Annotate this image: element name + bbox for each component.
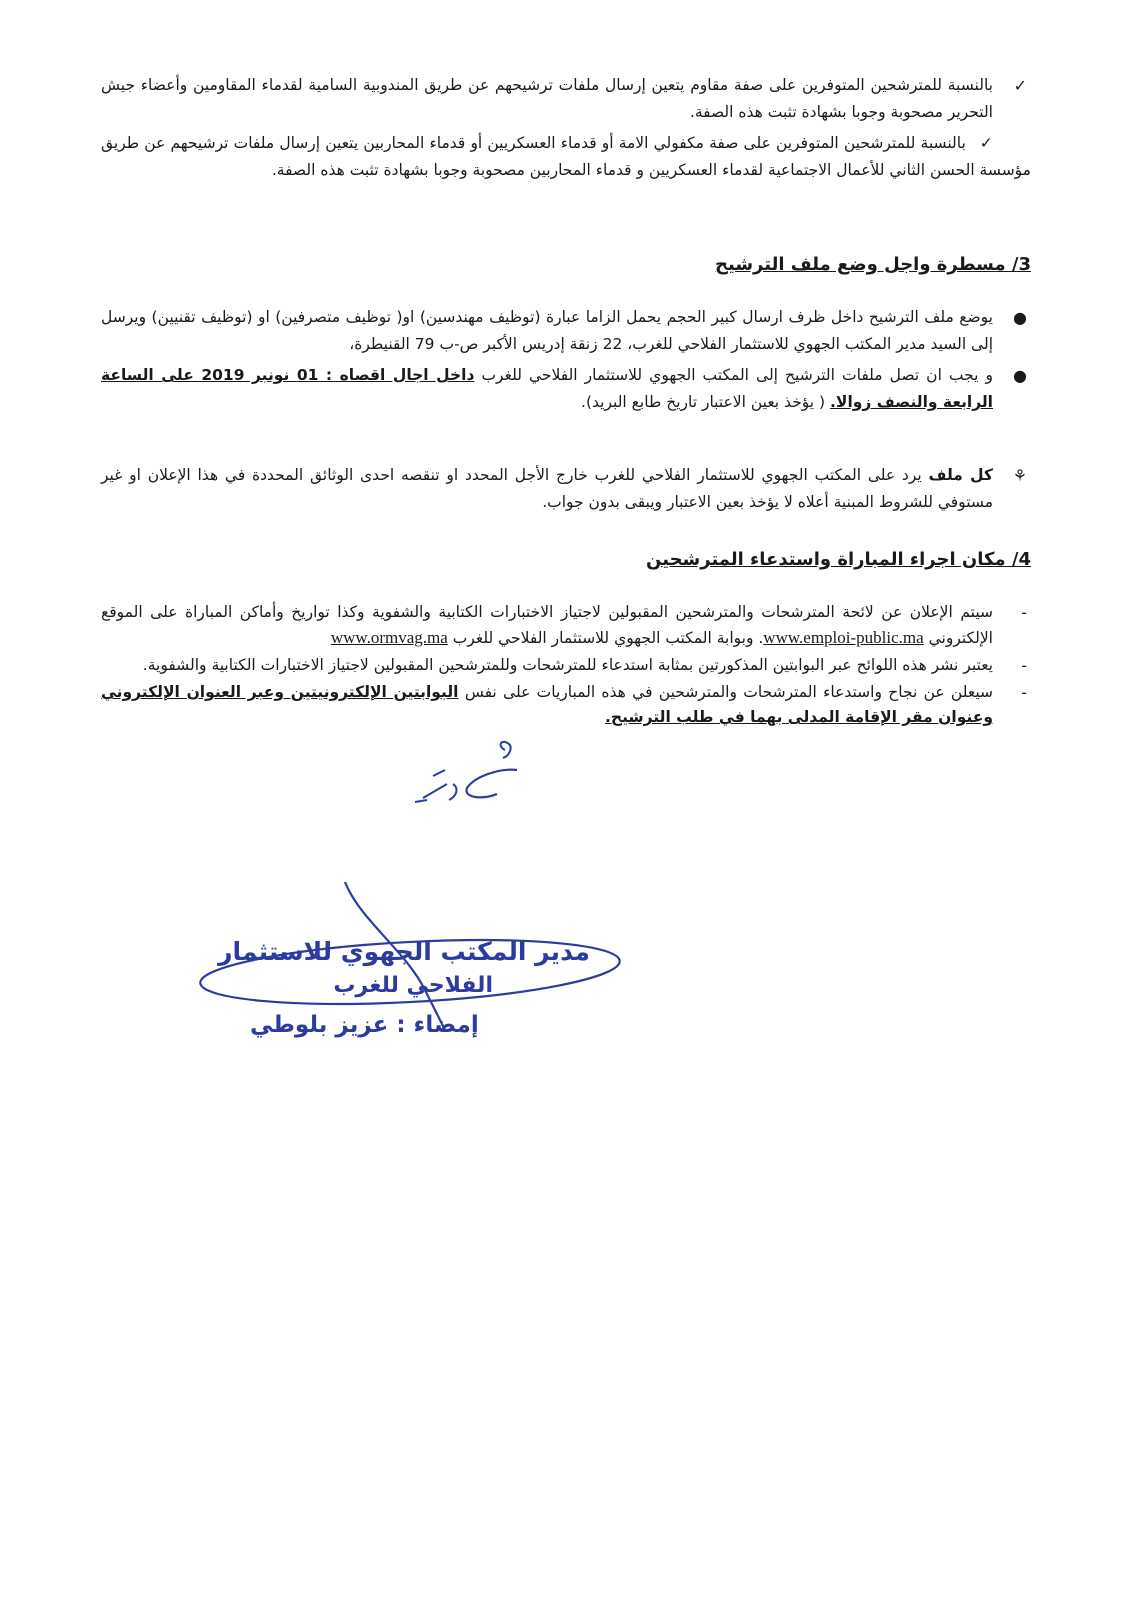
section4-item-publication xyxy=(101,653,1031,678)
note-text: يرد على المكتب الجهوي للاستثمار الفلاحي للغرب خارج الأجل المحدد او تنقصه احدى الوثائق المحددة في هذا الإعلان او غير مستوفي للشروط المبنية أعلاه لا يؤخذ بعين الاعتبار ويبقى بدون جواب. xyxy=(101,466,993,511)
section4-item-success xyxy=(101,680,1031,730)
flower-bullet-icon: ⚘ xyxy=(1012,466,1027,485)
veterans-section xyxy=(101,72,1031,184)
late-file-note xyxy=(101,462,1031,516)
official-stamp xyxy=(195,880,625,1030)
item-text-2: . وبوابة المكتب الجهوي للاستثمار الفلاحي للغرب xyxy=(452,629,764,647)
signed-by: إمضاء : عزيز بلوطي xyxy=(250,1012,479,1038)
item-text: سيعلن عن نجاح واستدعاء المترشحات والمترشحين في هذه المباريات على نفس xyxy=(464,683,994,701)
stamp-line-1: مدير المكتب الجهوي للاستثمار xyxy=(218,937,590,966)
section3-bullet-deadline xyxy=(101,362,1031,416)
section3-bullets xyxy=(101,304,1031,416)
section3-heading: 3/ مسطرة واجل وضع ملف الترشيح xyxy=(715,254,1031,275)
veterans-item-text: بالنسبة للمترشحين المتوفرين على صفة مكفولي الامة أو قدماء العسكريين أو قدماء المحاربين يتعين إرسال ملفات ترشيحهم عن طريق مؤسسة الحسن الثاني للأعمال الاجتماعية لقدماء العسكريين و قدماء المحاربين مصحوبة وجوبا بشهادة تثبت هذه الصفة. xyxy=(101,134,1031,179)
dash-marker: - xyxy=(1021,603,1027,622)
bullet-icon: ● xyxy=(1013,308,1027,327)
veterans-item-resistance xyxy=(101,72,1031,126)
bullet-icon: ● xyxy=(1013,366,1027,385)
ormvag-link[interactable]: www.ormvag.ma xyxy=(330,628,448,647)
bullet-text: و يجب ان تصل ملفات الترشيح إلى المكتب الجهوي للاستثمار الفلاحي للغرب xyxy=(481,366,993,384)
dash-marker: - xyxy=(1021,656,1027,675)
bullet-text: يوضع ملف الترشيح داخل ظرف ارسال كبير الحجم يحمل الزاما عبارة (توظيف مهندسين) او( توظيف متصرفين) او (توظيف تقنيين) ويرسل إلى السيد مدير المكتب الجهوي للاستثمار الفلاحي للغرب، 22 زنقة إدريس الأكبر ص-ب 79 القنيطرة، xyxy=(101,308,993,353)
initials-paraph xyxy=(405,740,545,815)
section3-bullet-envelope xyxy=(101,304,1031,358)
emploi-public-link[interactable]: www.emploi-public.ma xyxy=(763,628,924,647)
section4-list xyxy=(101,600,1031,730)
stamp-line-2: الفلاحي للغرب xyxy=(333,973,493,998)
section4-item-results xyxy=(101,600,1031,651)
dash-marker: - xyxy=(1021,683,1027,702)
item-text: يعتبر نشر هذه اللوائح عبر البوابتين المذكورتين بمثابة استدعاء للمترشحات وللمترشحين المقبولين لاجتياز الاختبارات الكتابية والشفوية. xyxy=(142,656,993,674)
section4-heading: 4/ مكان اجراء المباراة واستدعاء المترشحين xyxy=(646,549,1031,570)
deadline-text: داخل اجال اقصاه : 01 نونبر 2019 على الساعة الرابعة والنصف زوالا. xyxy=(101,366,993,411)
veterans-item-text: بالنسبة للمترشحين المتوفرين على صفة مقاوم يتعين إرسال ملفات ترشيحهم عن طريق المندوبية السامية لقدماء المقاومين وأعضاء جيش التحرير مصحوبة وجوبا بشهادة تثبت هذه الصفة. xyxy=(101,76,993,121)
veterans-item-military xyxy=(101,130,1031,184)
item-bold-text: البوابتين الإلكترونيتين وعبر العنوان الإلكتروني وعنوان مقر الإقامة المدلى بهما في طلب الترشيح. xyxy=(101,683,993,726)
check-icon: ✓ xyxy=(1013,76,1027,95)
postmark-note: ( يؤخذ بعين الاعتبار تاريخ طابع البريد). xyxy=(581,393,826,411)
note-bold: كل ملف xyxy=(928,466,993,484)
section3-note xyxy=(101,462,1031,516)
item-text: سيتم الإعلان عن لائحة المترشحات والمترشحين المقبولين لاجتياز الاختبارات الكتابية والشفوية وكذا تواريخ وأماكن المباراة على الموقع الإلكتروني xyxy=(101,603,993,647)
check-icon: ✓ xyxy=(979,134,993,152)
